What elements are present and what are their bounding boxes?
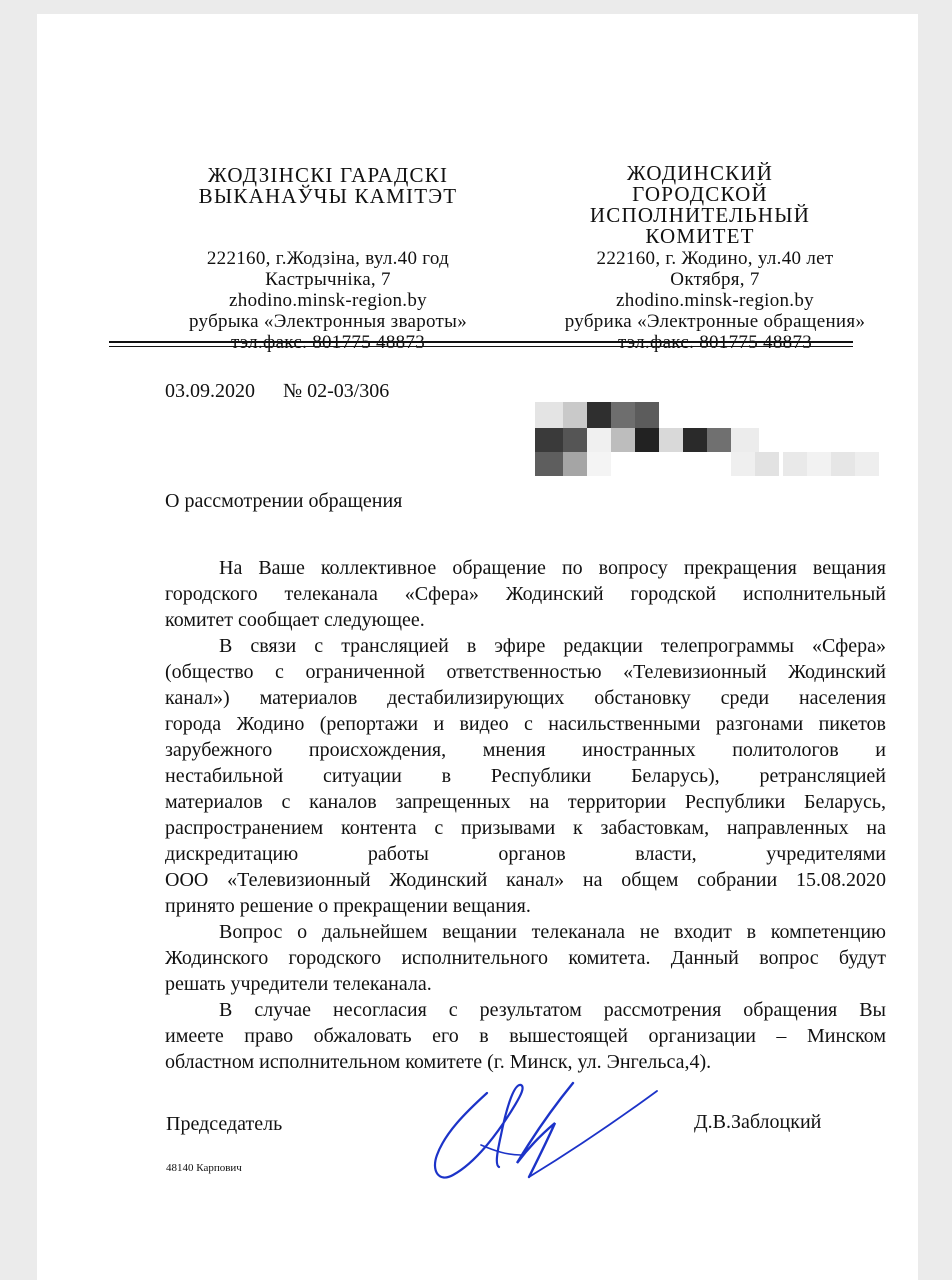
body-line: принято решение о прекращении вещания.: [165, 895, 531, 917]
body-line: Вопрос о дальнейшем вещании телеканала не входит в компетенцию: [219, 921, 886, 943]
handwritten-signature: [425, 1075, 665, 1190]
org-name-by-line: ВЫКАНАЎЧЫ КАМІТЭТ: [198, 184, 458, 208]
org-name-by-line: ЖОДЗІНСКІ ГАРАДСКІ: [207, 163, 449, 187]
signatory-position: Председатель: [166, 1113, 283, 1135]
org-name-ru: [540, 163, 860, 247]
body-paragraph-1: [165, 555, 886, 633]
body-line: решать учредители телеканала.: [165, 973, 432, 995]
executor-note: 48140 Карпович: [166, 1162, 242, 1174]
header-divider-thin: [109, 346, 853, 347]
body-paragraph-4: [165, 997, 886, 1075]
address-line: 222160, г. Жодино, ул.40 лет: [596, 248, 834, 269]
body-line: города Жодино (репортажи и видео с насильственными разгонами пикетов: [165, 713, 886, 735]
header-divider-thick: [109, 341, 853, 343]
document-subject: О рассмотрении обращения: [165, 490, 403, 512]
org-address-ru: [530, 248, 900, 353]
body-line: нестабильной ситуации в Республики Беларусь), ретрансляцией: [165, 765, 886, 787]
body-line: Жодинского городского исполнительного комитета. Данный вопрос будут: [165, 947, 886, 969]
body-line: имеете право обжаловать его в вышестоящей организации – Минском: [165, 1025, 886, 1047]
body-line: (общество с ограниченной ответственностью «Телевизионный Жодинский: [165, 661, 886, 683]
org-name-ru-line: ЖОДИНСКИЙ: [626, 161, 774, 185]
address-line: zhodino.minsk-region.by: [229, 290, 427, 311]
body-line: На Ваше коллективное обращение по вопросу прекращения вещания: [219, 557, 886, 579]
address-line: zhodino.minsk-region.by: [616, 290, 814, 311]
body-line: ООО «Телевизионный Жодинский канал» на общем собрании 15.08.2020: [165, 869, 886, 891]
address-line: Октября, 7: [670, 269, 760, 290]
address-line: 222160, г.Жодзіна, вул.40 год: [206, 248, 450, 269]
document-date: 03.09.2020: [165, 380, 255, 402]
address-line: рубрика «Электронные обращения»: [564, 311, 866, 332]
address-line: Кастрычніка, 7: [265, 269, 391, 290]
body-line: дискредитацию работы органов власти, учредителями: [165, 843, 886, 865]
address-line: рубрыка «Электронныя звароты»: [188, 311, 468, 332]
body-line: городского телеканала «Сфера» Жодинский городской исполнительный: [165, 583, 886, 605]
signatory-name: Д.В.Заблоцкий: [694, 1111, 822, 1133]
body-line: В случае несогласия с результатом рассмотрения обращения Вы: [219, 999, 886, 1021]
body-line: областном исполнительном комитете (г. Минск, ул. Энгельса,4).: [165, 1051, 712, 1073]
body-line: материалов с каналов запрещенных на территории Республики Беларусь,: [165, 791, 886, 813]
document-number: № 02-03/306: [283, 380, 390, 402]
body-paragraph-3: [165, 919, 886, 997]
org-name-ru-line: ГОРОДСКОЙ: [632, 182, 768, 206]
org-name-ru-line: КОМИТЕТ: [645, 224, 755, 248]
body-paragraph-2: [165, 633, 886, 919]
body-line: распространением контента с призывами к забастовкам, направленных на: [165, 817, 886, 839]
body-line: В связи с трансляцией в эфире редакции телепрограммы «Сфера»: [219, 635, 886, 657]
body-line: комитет сообщает следующее.: [165, 609, 425, 631]
org-name-by: [158, 165, 498, 207]
document-meta: [165, 380, 389, 403]
redacted-addressee: [535, 402, 925, 477]
org-address-by: [148, 248, 508, 353]
body-line: зарубежного происхождения, мнения иностранных политологов и: [165, 739, 886, 761]
org-name-ru-line: ИСПОЛНИТЕЛЬНЫЙ: [589, 203, 811, 227]
body-line: канал») материалов дестабилизирующих обстановку среди населения: [165, 687, 886, 709]
